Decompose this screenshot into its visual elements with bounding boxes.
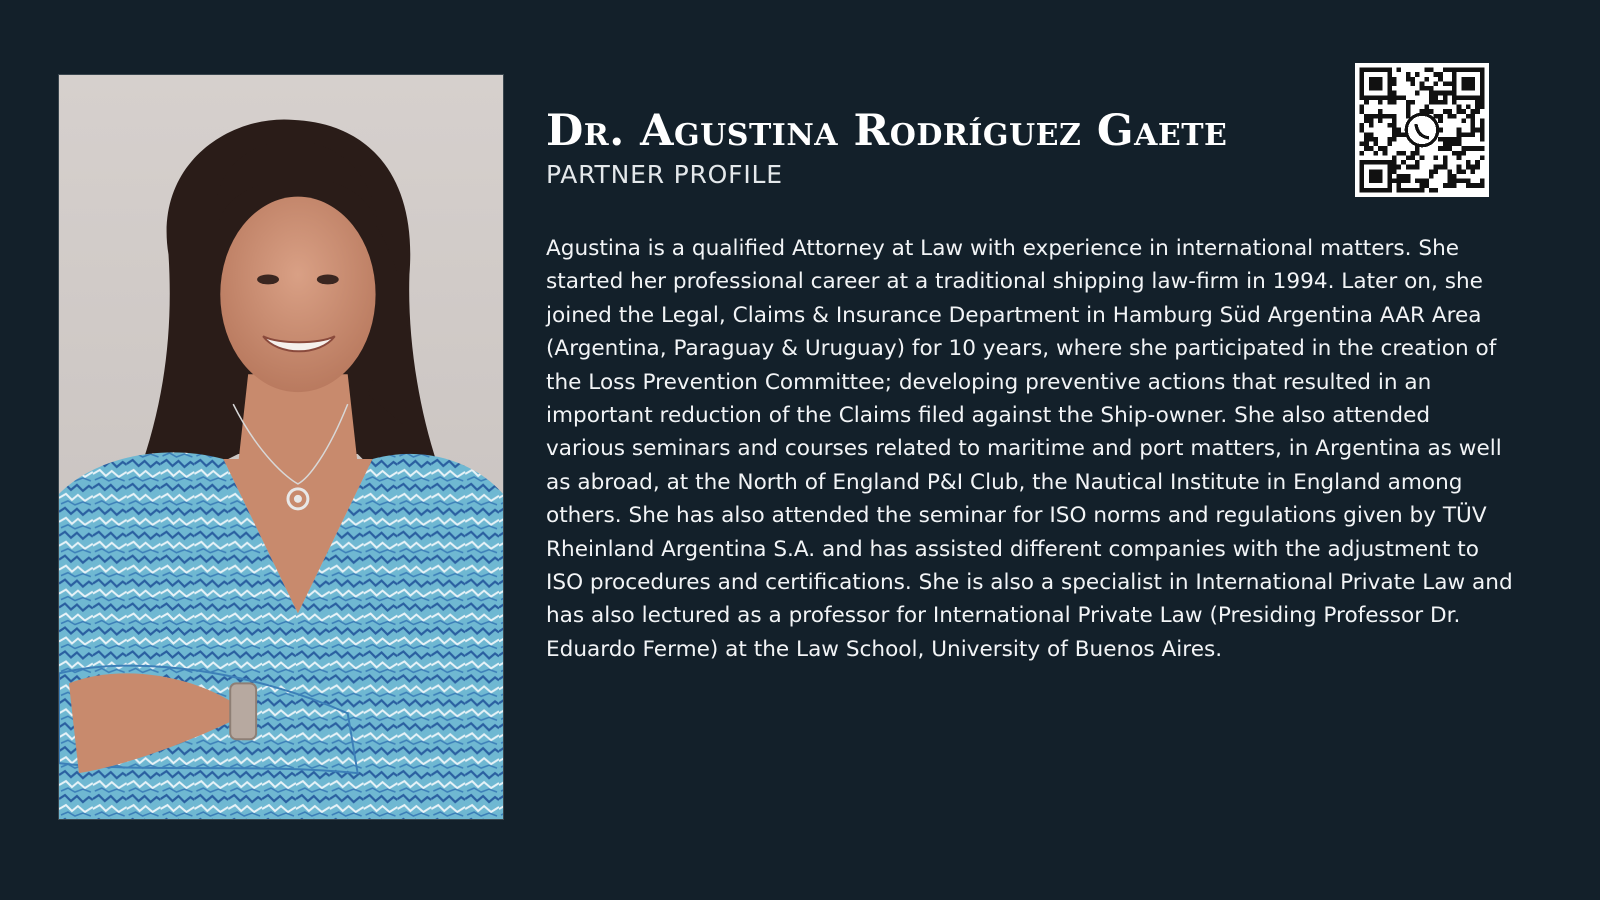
partner-portrait-photo [58,74,504,820]
partner-name: Dr. Agustina Rodríguez Gaete [546,106,1228,156]
whatsapp-qr-code-icon[interactable] [1355,63,1489,197]
portrait-photo [59,75,503,819]
profile-subtitle: PARTNER PROFILE [546,160,783,189]
partner-bio: Agustina is a qualified Attorney at Law with experience in international matters. She started her professional career at a traditional shipping law-firm in 1994. Later on, she joined the Legal, Claims & Insurance Department in Hamburg Süd Argentina AAR Area (Argentina, Paraguay & Uruguay) for 10 years, where she participated in the creation of the Loss Prevention Committee; developing preventive actions that resulted in an important reduction of the Claims filed against the Ship-owner. She also attended various seminars and courses related to maritime and port matters, in Argentina as well as abroad, at the North of England P&I Club, the Nautical Institute in England among others. She has also attended the seminar for ISO norms and regulations given by TÜV Rheinland Argentina S.A. and has assisted different companies with the adjustment to ISO procedures and certifications. She is also a specialist in International Private Law and has also lectured as a professor for International Private Law (Presiding Professor Dr. Eduardo Ferme) at the Law School, University of Buenos Aires. [546,236,1513,662]
qr-code-icon [1355,63,1489,197]
profile-header [546,106,1227,190]
